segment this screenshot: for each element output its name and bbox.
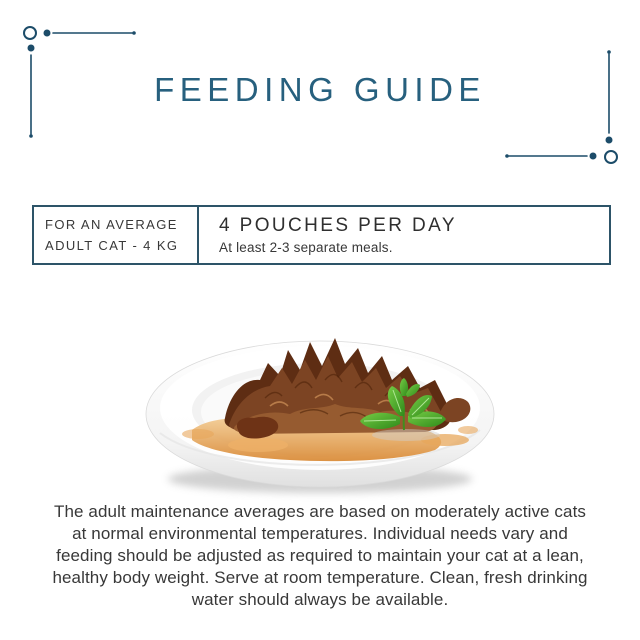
feeding-table-value-cell	[199, 207, 609, 263]
label-line-2: ADULT CAT - 4 KG	[45, 238, 179, 253]
ornament-ring-icon	[24, 27, 36, 39]
ornament-dot-small-icon	[505, 154, 509, 158]
ornament-dot-icon	[44, 30, 51, 37]
ornament-dot-icon	[28, 45, 35, 52]
ornament-dot-icon	[590, 153, 597, 160]
ornament-dot-small-icon	[132, 31, 136, 35]
ornament-ring-icon	[605, 151, 617, 163]
separate-meals-note: At least 2-3 separate meals.	[219, 240, 393, 255]
label-line-1: FOR AN AVERAGE	[45, 217, 178, 232]
mint-shadow	[372, 429, 440, 441]
ornament-dot-small-icon	[29, 134, 33, 138]
feeding-table	[32, 205, 611, 265]
cat-food-plate-image	[130, 318, 510, 508]
feeding-disclaimer-text: The adult maintenance averages are based on moderately active cats at normal environmental temperatures. Individual needs vary and feeding should be adjusted as required to maintain your cat at a lean, healthy body weight. Serve at room temperature. Clean, fresh drinking water should always be available.	[52, 502, 588, 609]
page-title: FEEDING GUIDE	[154, 71, 486, 108]
feeding-table-label-cell	[34, 207, 199, 263]
pouches-per-day-heading: 4 POUCHES PER DAY	[219, 215, 457, 236]
ornament-dot-icon	[606, 137, 613, 144]
